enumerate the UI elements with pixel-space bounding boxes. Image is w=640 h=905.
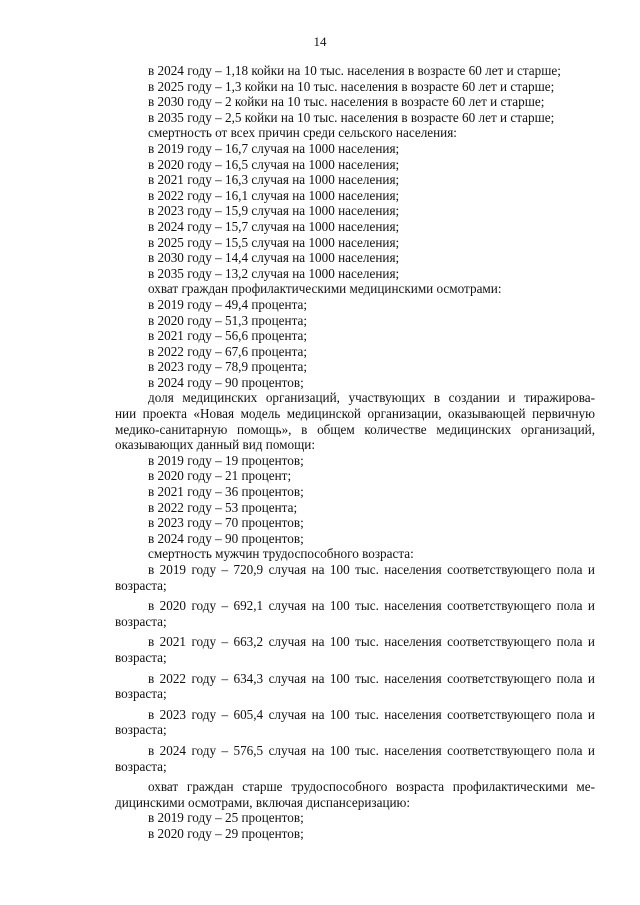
text-line: в 2030 году – 2 койки на 10 тыс. населения в возрасте 60 лет и старше; bbox=[148, 94, 545, 110]
text-line: в 2019 году – 19 процентов; bbox=[148, 452, 304, 468]
paragraph-line: медико-санитарную помощь», в общем количестве медицинских организаций, bbox=[115, 421, 595, 437]
paragraph-line: возраста; bbox=[115, 649, 167, 665]
text-line: в 2020 году – 51,3 процента; bbox=[148, 312, 308, 328]
text-line: в 2022 году – 16,1 случая на 1000 населения; bbox=[148, 187, 400, 203]
page-number: 14 bbox=[313, 34, 327, 49]
text-line: в 2020 году – 21 процент; bbox=[148, 468, 292, 484]
paragraph-line: нии проекта «Новая модель медицинской организации, оказывающей первичную bbox=[115, 406, 595, 422]
text-line: в 2035 году – 13,2 случая на 1000 населения; bbox=[148, 265, 400, 281]
paragraph-line: в 2020 году – 692,1 случая на 100 тыс. населения соответствующего пола и bbox=[148, 598, 595, 614]
text-line: в 2019 году – 16,7 случая на 1000 населения; bbox=[148, 140, 400, 156]
paragraph-line: возраста; bbox=[115, 758, 167, 774]
paragraph-line: оказывающих данный вид помощи: bbox=[115, 437, 315, 453]
text-line: в 2023 году – 70 процентов; bbox=[148, 515, 304, 531]
text-line: в 2024 году – 90 процентов; bbox=[148, 374, 304, 390]
text-line: в 2024 году – 90 процентов; bbox=[148, 530, 304, 546]
text-line: в 2030 году – 14,4 случая на 1000 населения; bbox=[148, 250, 400, 266]
paragraph-line: в 2023 году – 605,4 случая на 100 тыс. населения соответствующего пола и bbox=[148, 706, 595, 722]
paragraph-line: возраста; bbox=[115, 722, 167, 738]
text-line: в 2021 году – 16,3 случая на 1000 населения; bbox=[148, 172, 400, 188]
section-heading: смертность от всех причин среди сельского населения: bbox=[148, 125, 457, 141]
text-line: в 2035 году – 2,5 койки на 10 тыс. населения в возрасте 60 лет и старше; bbox=[148, 109, 555, 125]
text-line: в 2020 году – 29 процентов; bbox=[148, 825, 304, 841]
paragraph-line: доля медицинских организаций, участвующих в создании и тиражирова- bbox=[148, 390, 595, 406]
text-line: в 2025 году – 1,3 койки на 10 тыс. населения в возрасте 60 лет и старше; bbox=[148, 78, 555, 94]
paragraph-line: возраста; bbox=[115, 613, 167, 629]
text-line: в 2020 году – 16,5 случая на 1000 населения; bbox=[148, 156, 400, 172]
text-line: в 2024 году – 1,18 койки на 10 тыс. населения в возрасте 60 лет и старше; bbox=[148, 63, 561, 78]
text-line: в 2024 году – 15,7 случая на 1000 населения; bbox=[148, 218, 400, 234]
paragraph-line: возраста; bbox=[115, 577, 167, 593]
section-heading: охват граждан профилактическими медицинскими осмотрами: bbox=[148, 281, 502, 297]
text-line: в 2019 году – 25 процентов; bbox=[148, 810, 304, 826]
section-heading: смертность мужчин трудоспособного возраста: bbox=[148, 546, 414, 562]
text-line: в 2025 году – 15,5 случая на 1000 населения; bbox=[148, 234, 400, 250]
paragraph-line: в 2019 году – 720,9 случая на 100 тыс. населения соответствующего пола и bbox=[148, 562, 595, 577]
text-line: в 2021 году – 56,6 процента; bbox=[148, 328, 308, 344]
paragraph-line: дицинскими осмотрами, включая диспансеризацию: bbox=[115, 794, 411, 810]
paragraph-line: возраста; bbox=[115, 686, 167, 702]
text-line: в 2023 году – 78,9 процента; bbox=[148, 359, 308, 375]
paragraph-line: охват граждан старше трудоспособного возраста профилактическими ме- bbox=[148, 779, 595, 795]
paragraph-line: в 2021 году – 663,2 случая на 100 тыс. населения соответствующего пола и bbox=[148, 634, 595, 650]
text-line: в 2023 году – 15,9 случая на 1000 населения; bbox=[148, 203, 400, 219]
text-line: в 2021 году – 36 процентов; bbox=[148, 484, 304, 500]
text-line: в 2019 году – 49,4 процента; bbox=[148, 296, 308, 312]
document-body bbox=[115, 63, 595, 842]
text-line: в 2022 году – 67,6 процента; bbox=[148, 343, 308, 359]
paragraph-line: в 2024 году – 576,5 случая на 100 тыс. населения соответствующего пола и bbox=[148, 742, 595, 758]
paragraph-line: в 2022 году – 634,3 случая на 100 тыс. населения соответствующего пола и bbox=[148, 670, 595, 686]
text-line: в 2022 году – 53 процента; bbox=[148, 499, 298, 515]
